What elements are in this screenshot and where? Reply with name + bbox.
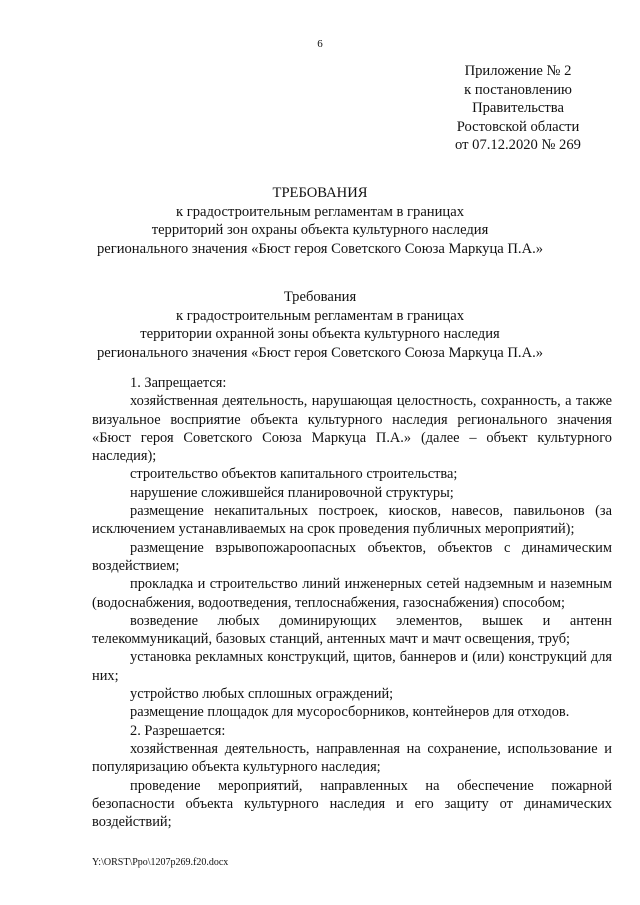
section-title: 1. Запрещается: <box>130 375 227 391</box>
main-heading <box>40 184 600 258</box>
list-item: установка рекламных конструкций, щитов, баннеров и (или) конструкций для них; <box>92 649 612 684</box>
annex-line: Приложение № 2 <box>464 63 572 79</box>
heading-line: территорий зон охраны объекта культурного наследия <box>151 222 489 238</box>
heading-line: регионального значения «Бюст героя Советского Союза Маркуца П.А.» <box>96 344 544 361</box>
annex-line: Правительства <box>472 100 564 116</box>
list-item: размещение некапитальных построек, киосков, навесов, павильонов (за исключением устанавливаемых на срок проведения публичных мероприятий); <box>92 503 612 538</box>
annex-block <box>450 62 586 155</box>
list-item: нарушение сложившейся планировочной структуры; <box>130 484 454 501</box>
list-item: прокладка и строительство линий инженерных сетей надземным и наземным (водоснабжения, водоотведения, теплоснабжения, газоснабжения) способом; <box>92 576 612 611</box>
annex-line: от 07.12.2020 № 269 <box>455 137 581 153</box>
heading-line: к градостроительным регламентам в границах <box>175 307 465 324</box>
annex-line: к постановлению <box>464 81 572 98</box>
list-item: возведение любых доминирующих элементов, вышек и антенн телекоммуникаций, базовых станций, антенных мачт и мачт освещения, труб; <box>92 612 612 648</box>
heading-line: территории охранной зоны объекта культурного наследия <box>140 326 500 342</box>
annex-line: Ростовской области <box>456 118 580 135</box>
document-body <box>92 374 612 831</box>
list-item: проведение мероприятий, направленных на обеспечение пожарной безопасности объекта культурного наследия и его защиту от динамических воздействий; <box>92 777 612 831</box>
file-path-footer: Y:\ORST\Ppo\1207p269.f20.docx <box>92 857 229 868</box>
list-item: устройство любых сплошных ограждений; <box>130 686 394 703</box>
list-item: размещение взрывопожароопасных объектов, объектов с динамическим воздействием; <box>92 539 612 574</box>
section-title: 2. Разрешается: <box>130 722 226 739</box>
list-item: строительство объектов капитального строительства; <box>130 466 458 483</box>
sub-heading <box>40 288 600 362</box>
heading-line: регионального значения «Бюст героя Советского Союза Маркуца П.А.» <box>96 240 544 257</box>
page-number: 6 <box>317 38 323 50</box>
heading-title: ТРЕБОВАНИЯ <box>272 185 368 201</box>
heading-title: Требования <box>283 289 357 305</box>
list-item: хозяйственная деятельность, направленная на сохранение, использование и популяризацию объекта культурного наследия; <box>92 740 612 776</box>
list-item: хозяйственная деятельность, нарушающая целостность, сохранность, а также визуальное восприятие объекта культурного наследия регионального значения «Бюст героя Советского Союза Маркуца П.А.» (далее – объект культурного наследия); <box>92 393 612 465</box>
list-item: размещение площадок для мусоросборников, контейнеров для отходов. <box>130 704 570 721</box>
heading-line: к градостроительным регламентам в границах <box>175 203 465 220</box>
